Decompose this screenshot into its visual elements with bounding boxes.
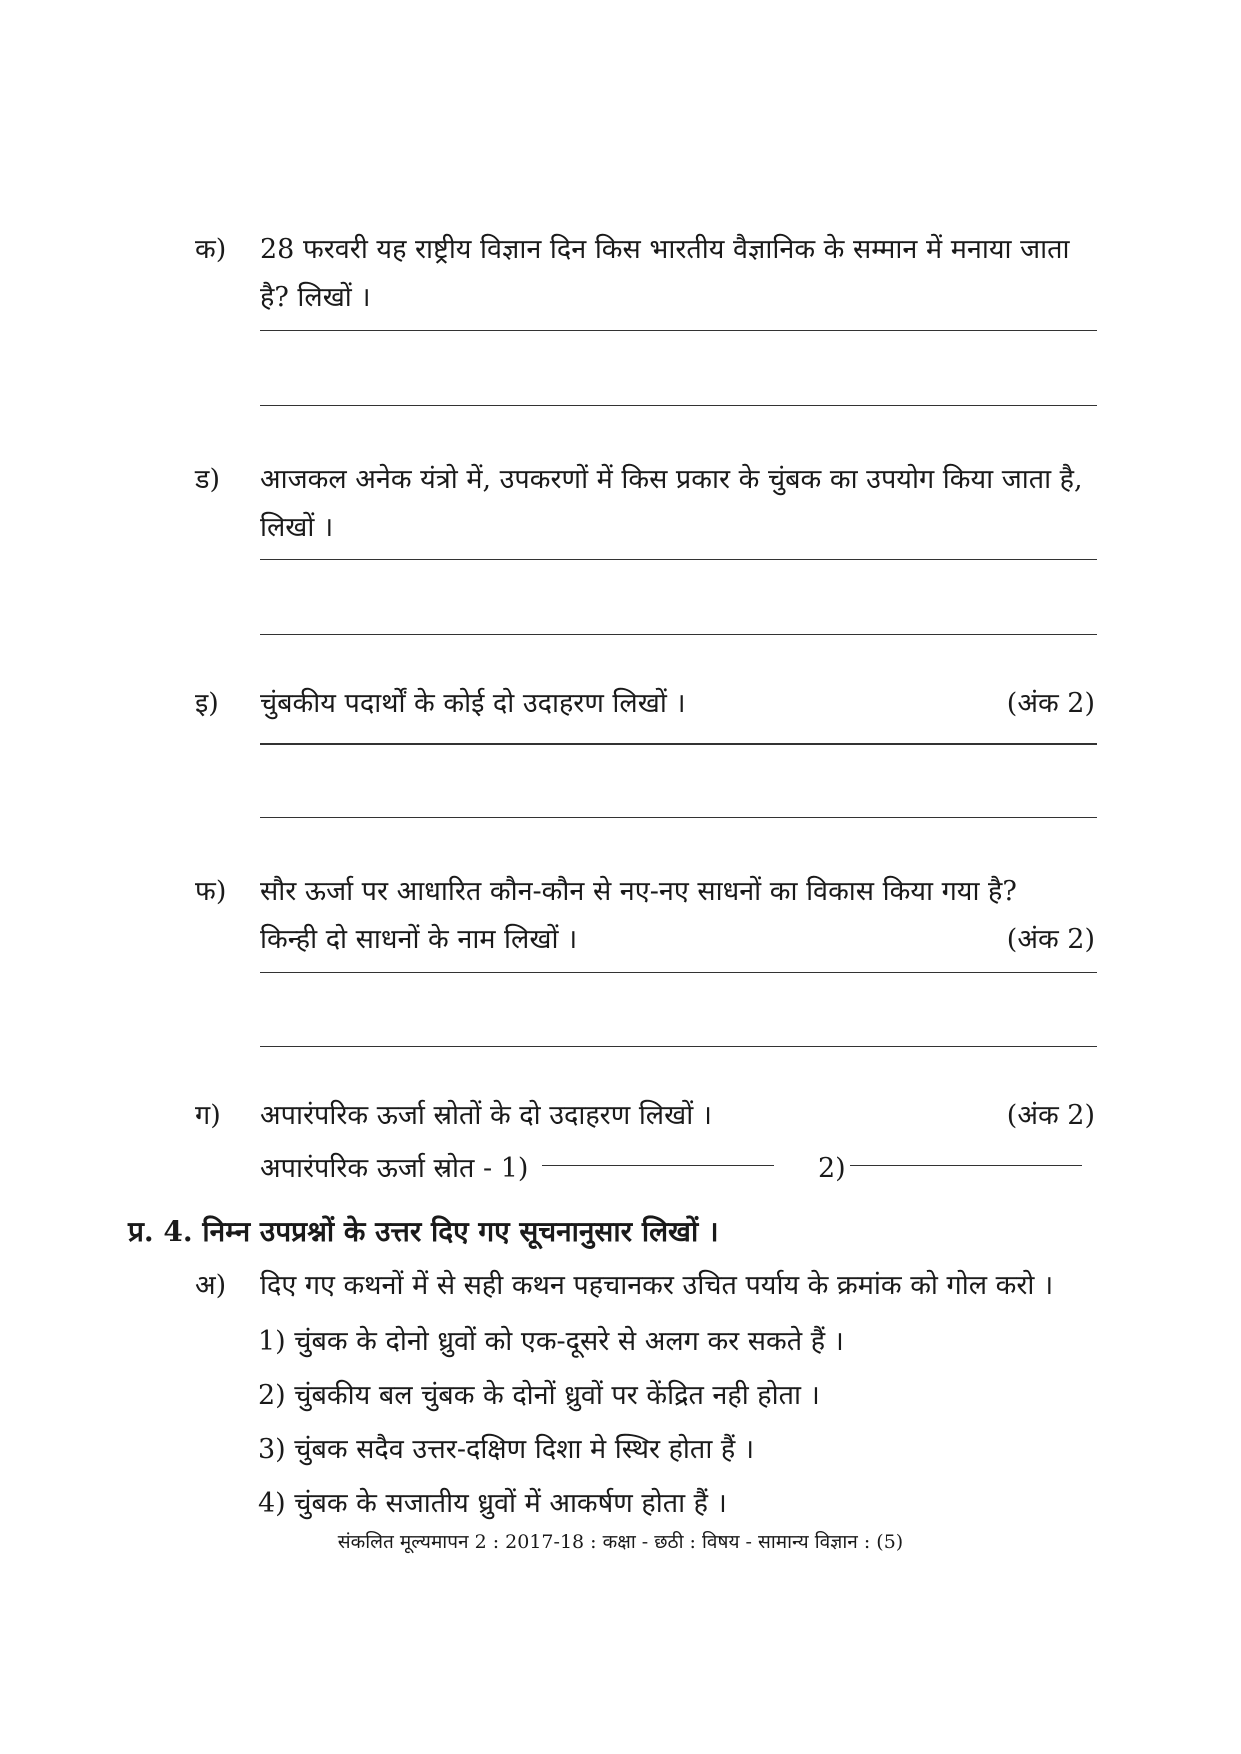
sub-question-a [195,1262,1155,1310]
question-text-line1: 28 फरवरी यह राष्ट्रीय विज्ञान दिन किस भारतीय वैज्ञानिक के सम्मान में मनाया जाता [260,234,1070,265]
question-ga [195,1092,1095,1140]
option-2[interactable]: 2) चुंबकीय बल चुंबक के दोनों ध्रुवों पर केंद्रित नही होता । [258,1380,820,1411]
option-4[interactable]: 4) चुंबक के सजातीय ध्रुवों में आकर्षण होता हैं । [258,1488,727,1519]
fill-in-blank-2[interactable] [850,1165,1082,1166]
question-label: ग) [195,1100,221,1131]
fill-in-label-1 [260,1145,560,1193]
question-text-line1: सौर ऊर्जा पर आधारित कौन-कौन से नए-नए साधनों का विकास किया गया है? [260,876,1017,907]
answer-line[interactable] [260,1046,1097,1047]
page-footer: संकलित मूल्यमापन 2 : 2017-18 : कक्षा - छठी : विषय - सामान्य विज्ञान : (5) [337,1531,904,1553]
question-text-line2: लिखों । [260,512,334,543]
fill-in-label-text: अपारंपरिक ऊर्जा स्रोत - 1) [260,1153,529,1184]
fill-in-blank-1[interactable] [542,1165,774,1166]
marks-badge: (अंक 2) [1006,924,1095,955]
question-text-line2: किन्ही दो साधनों के नाम लिखों । [260,924,578,955]
question-label: इ) [195,688,219,719]
question-label: अ) [195,1270,227,1301]
question-pha [195,868,1095,964]
question-da [195,456,1095,552]
answer-line[interactable] [260,405,1097,406]
question-text-line1: अपारंपरिक ऊर्जा स्रोतों के दो उदाहरण लिखों । [260,1100,713,1131]
question-text-line1: आजकल अनेक यंत्रो में, उपकरणों में किस प्रकार के चुंबक का उपयोग किया जाता है, [260,464,1083,495]
question-text-line1: चुंबकीय पदार्थों के कोई दो उदाहरण लिखों । [260,688,686,719]
question-label: क) [195,234,227,265]
fill-in-label-text: 2) [818,1153,846,1184]
answer-line[interactable] [260,817,1097,818]
answer-line[interactable] [260,634,1097,635]
question-label: फ) [195,876,227,907]
answer-line[interactable] [260,972,1097,973]
question-i [195,680,1095,728]
marks-badge: (अंक 2) [1006,688,1095,719]
answer-line[interactable] [260,743,1097,745]
answer-line[interactable] [260,559,1097,560]
question-text-line1: दिए गए कथनों में से सही कथन पहचानकर उचित पर्याय के क्रमांक को गोल करो । [260,1270,1054,1301]
section-heading: प्र. 4. निम्न उपप्रश्नों के उत्तर दिए गए सूचनानुसार लिखों । [128,1215,719,1248]
marks-badge: (अंक 2) [1006,1100,1095,1131]
question-ka [195,226,1095,322]
answer-line[interactable] [260,330,1097,331]
option-3[interactable]: 3) चुंबक सदैव उत्तर-दक्षिण दिशा मे स्थिर होता हैं । [258,1434,755,1465]
question-label: ड) [195,464,220,495]
question-text-line2: है? लिखों । [260,282,371,313]
option-1[interactable]: 1) चुंबक के दोनो ध्रुवों को एक-दूसरे से अलग कर सकते हैं । [258,1326,844,1357]
fill-in-label-2 [818,1145,858,1193]
